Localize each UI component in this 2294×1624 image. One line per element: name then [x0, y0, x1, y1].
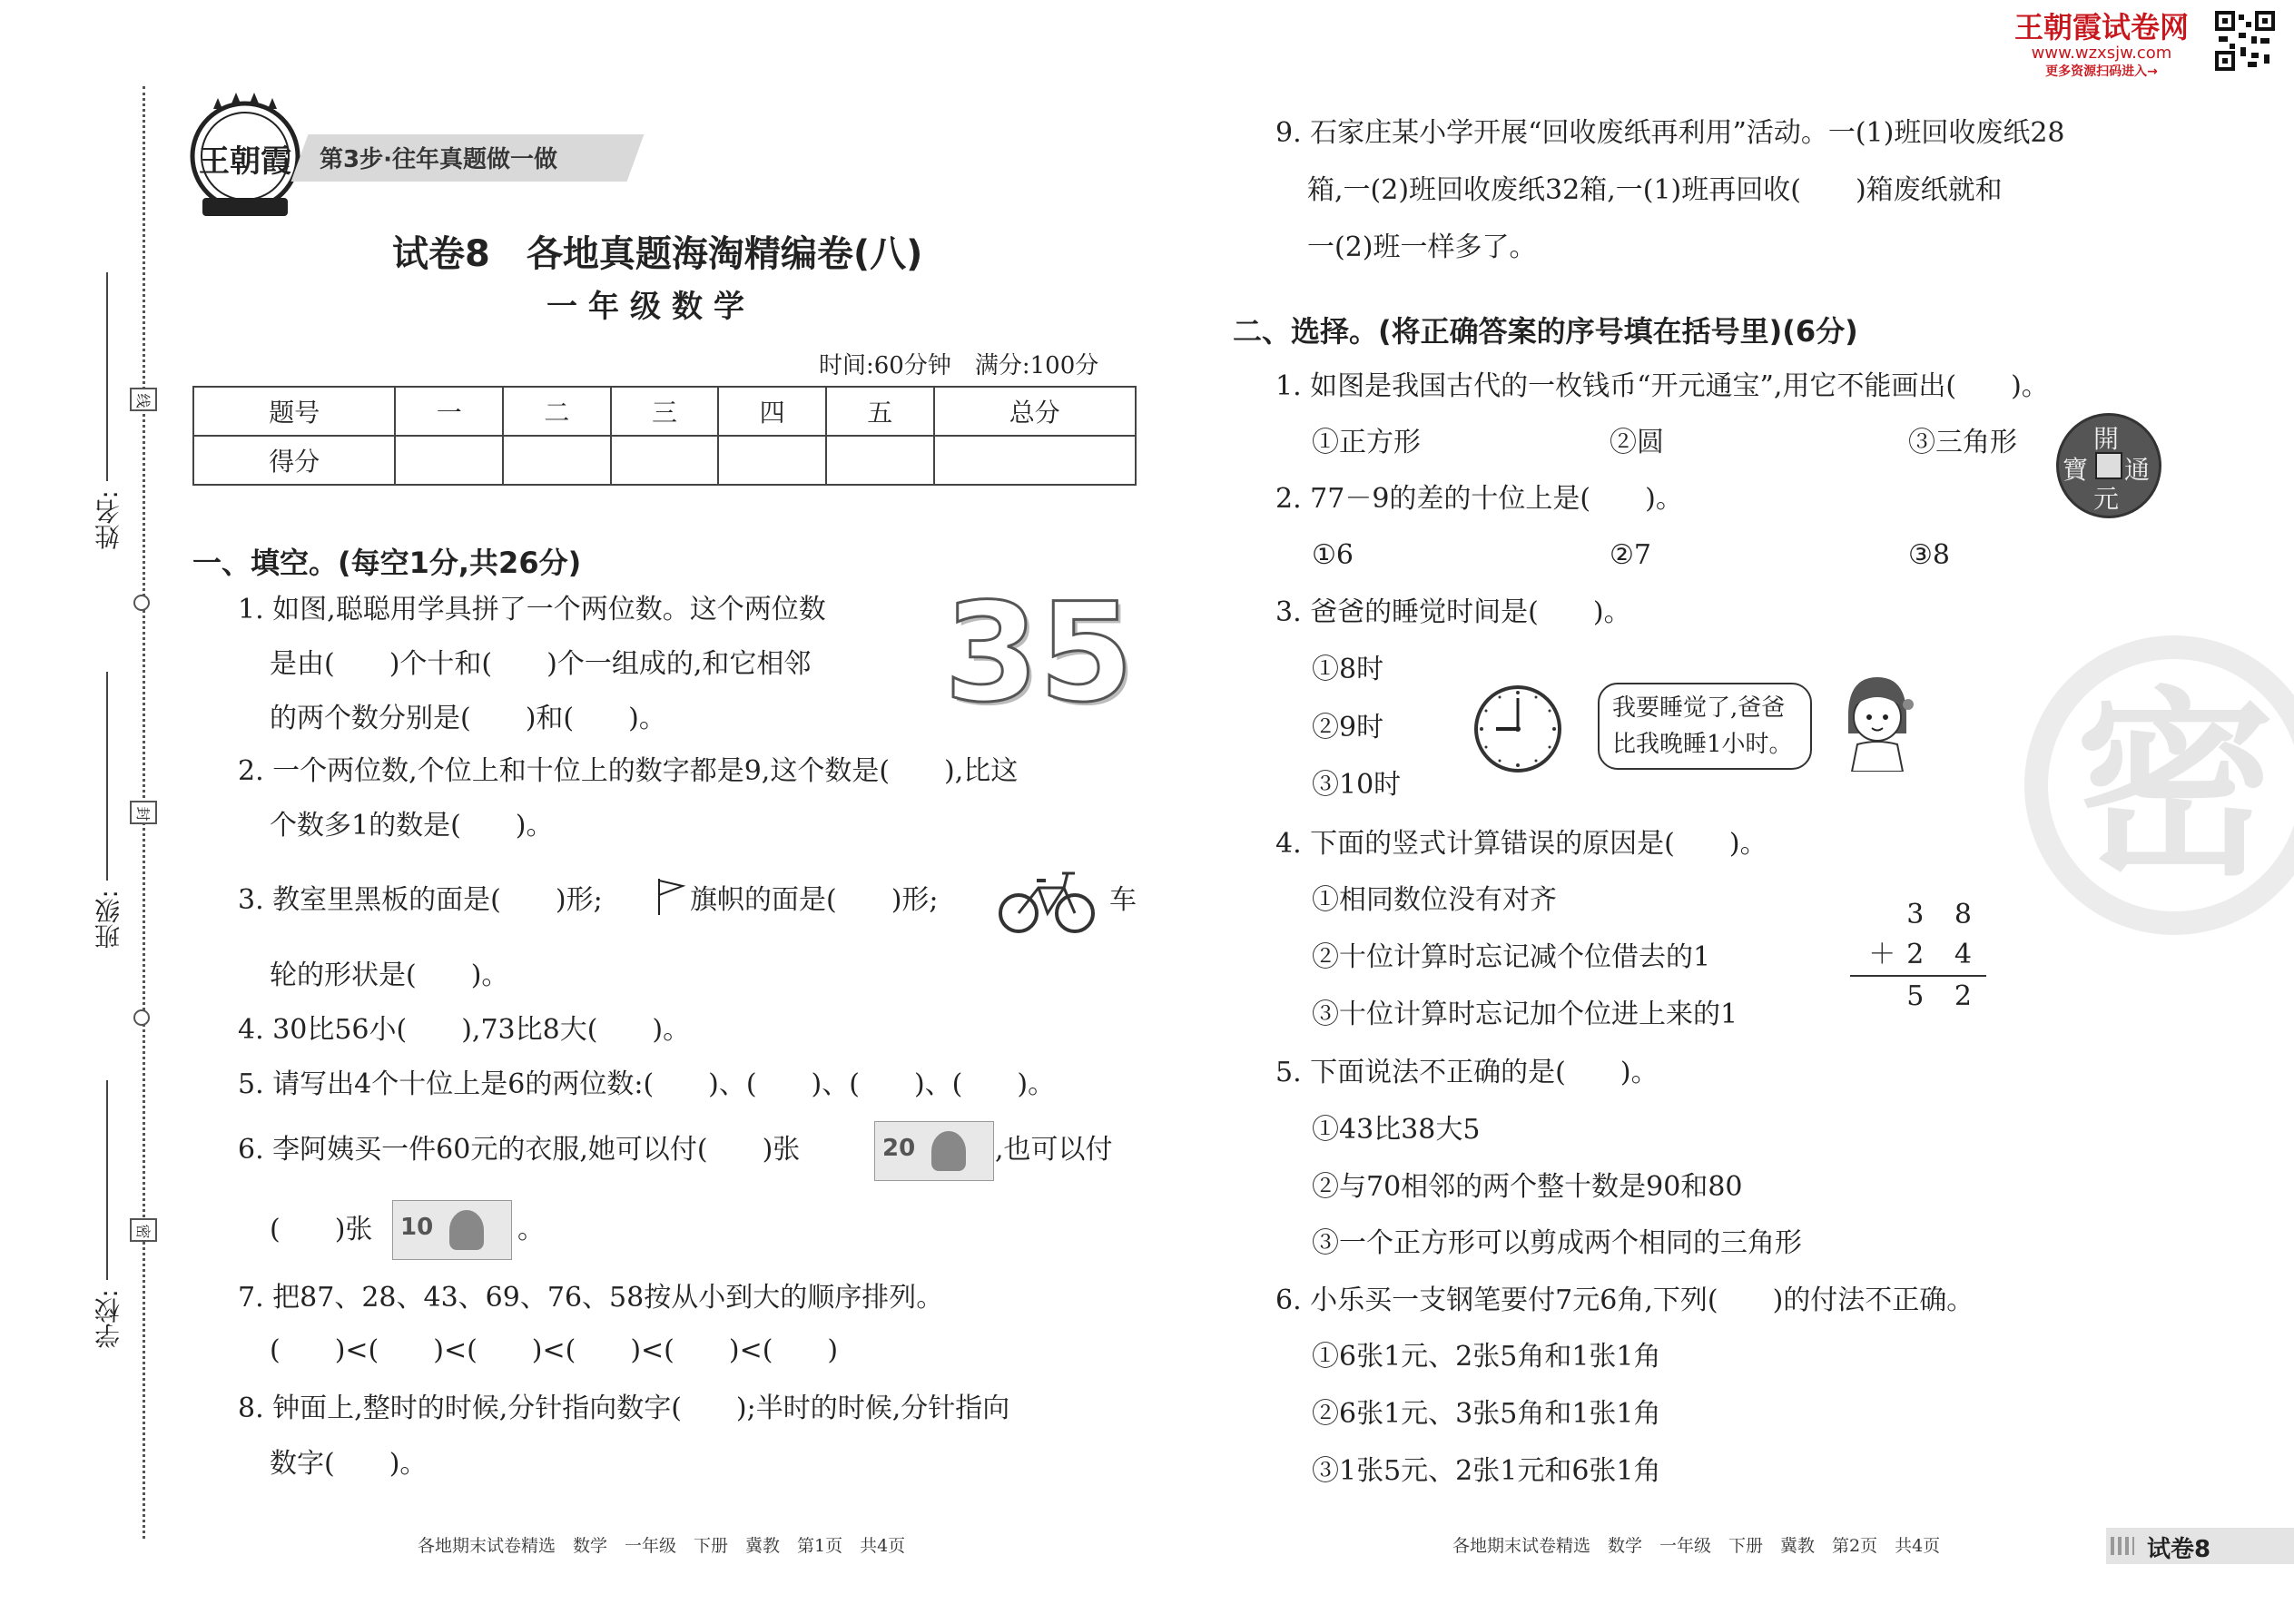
s2-q6-option-a[interactable]: ①6张1元、2张5角和1张1角	[1312, 1341, 1661, 1373]
table-header-cell: 一	[395, 387, 503, 436]
class-label: 班级:	[94, 890, 123, 950]
coin-square-hole	[2095, 452, 2122, 479]
score-cell[interactable]	[395, 436, 503, 485]
paper-title: 试卷8 各地真题海淘精编卷(八)	[392, 233, 923, 275]
q2-line1: 2. 一个两位数,个位上和十位上的数字都是9,这个数是( ),比这	[238, 755, 1019, 787]
flag-icon	[655, 877, 686, 917]
s2-q4-option-a[interactable]: ①相同数位没有对齐	[1312, 884, 1557, 916]
q6-part-c: ( )张	[270, 1214, 373, 1245]
q9-line3: 一(2)班一样多了。	[1307, 231, 1537, 263]
q9-line2: 箱,一(2)班回收废纸32箱,一(1)班再回收( )箱废纸就和	[1307, 174, 2003, 206]
s2-q3-option-a[interactable]: ①8时	[1312, 654, 1384, 685]
score-cell[interactable]	[718, 436, 826, 485]
s2-q3-option-c[interactable]: ③10时	[1312, 769, 1402, 801]
q7-blanks: ( )<( )<( )<( )<( )<( )	[270, 1334, 839, 1366]
q3-part-c: 车	[1109, 884, 1137, 916]
class-line	[106, 672, 108, 881]
q3-part-b: 旗帜的面是( )形;	[690, 884, 939, 916]
school-line	[106, 1080, 108, 1280]
s2-q1-option-a[interactable]: ①正方形	[1312, 427, 1421, 458]
calc-line2: ＋2 4	[1850, 935, 1986, 977]
q6-part-a: 6. 李阿姨买一件60元的衣服,她可以付( )张	[238, 1134, 801, 1166]
table-header-cell: 三	[611, 387, 719, 436]
step-label: 第3步·往年真题做一做	[320, 146, 557, 173]
site-watermark	[1993, 11, 2210, 80]
s2-q3-option-b[interactable]: ②9时	[1312, 712, 1384, 743]
table-header-cell: 二	[503, 387, 611, 436]
s2-q4-option-b[interactable]: ②十位计算时忘记减个位借去的1	[1312, 941, 1711, 973]
s2-q1-option-b[interactable]: ②圆	[1610, 427, 1664, 458]
section2-title: 二、选择。(将正确答案的序号填在括号里)(6分)	[1233, 314, 1858, 349]
s2-q1: 1. 如图是我国古代的一枚钱币“开元通宝”,用它不能画出( )。	[1275, 370, 2049, 402]
girl-icon	[1832, 670, 1923, 772]
s2-q4-option-c[interactable]: ③十位计算时忘记加个位进上来的1	[1312, 999, 1738, 1030]
q8-line1: 8. 钟面上,整时的时候,分针指向数字( );半时的时候,分针指向	[238, 1393, 1010, 1424]
portrait-icon	[449, 1210, 484, 1250]
s2-q6-option-c[interactable]: ③1张5元、2张1元和6张1角	[1312, 1455, 1661, 1487]
q2-line2: 个数多1的数是( )。	[270, 810, 554, 842]
table-row	[193, 436, 1136, 485]
paper-subtitle: 一年级数学	[546, 289, 755, 325]
q6-part-b: ,也可以付	[995, 1134, 1113, 1166]
clock-icon	[1472, 684, 1563, 774]
calc-line1: 3 8	[1906, 899, 1983, 930]
q1-line1: 1. 如图,聪聪用学具拼了一个两位数。这个两位数	[238, 594, 826, 625]
s2-q2-option-a[interactable]: ①6	[1312, 539, 1354, 571]
table-header-cell: 总分	[934, 387, 1136, 436]
seal-char-secret: 密	[130, 1218, 157, 1242]
bicycle-icon	[997, 861, 1097, 937]
bubble-line2: 比我晚睡1小时。	[1612, 731, 1793, 758]
s2-q5-option-b[interactable]: ②与70相邻的两个整十数是90和80	[1312, 1171, 1743, 1203]
watermark-tip: 更多资源扫码进入→	[2045, 64, 2158, 79]
footer-paper-tag: 试卷8	[2147, 1536, 2211, 1563]
footer-right: 各地期末试卷精选 数学 一年级 下册 冀教 第2页 共4页	[1452, 1536, 1941, 1556]
s2-q4: 4. 下面的竖式计算错误的原因是( )。	[1275, 828, 1767, 860]
binding-hole-marker	[133, 595, 150, 611]
score-cell[interactable]	[503, 436, 611, 485]
school-label: 学校:	[94, 1289, 123, 1349]
s2-q5-option-a[interactable]: ①43比38大5	[1312, 1114, 1481, 1146]
q5: 5. 请写出4个十位上是6的两位数:( )、( )、( )、( )。	[238, 1068, 1056, 1100]
table-header-cell: 题号	[193, 387, 395, 436]
q7: 7. 把87、28、43、69、76、58按从小到大的顺序排列。	[238, 1282, 944, 1314]
score-row-label: 得分	[193, 436, 395, 485]
footer-left: 各地期末试卷精选 数学 一年级 下册 冀教 第1页 共4页	[418, 1536, 906, 1556]
q3-part-a: 3. 教室里黑板的面是( )形;	[238, 884, 603, 916]
q1-line3: 的两个数分别是( )和( )。	[270, 703, 666, 734]
s2-q1-option-c[interactable]: ③三角形	[1908, 427, 2017, 458]
ancient-coin-icon	[2056, 413, 2161, 518]
coin-char-right: 通	[2124, 455, 2151, 485]
table-header-cell: 五	[826, 387, 934, 436]
tangram-35-figure: 35	[944, 575, 1134, 733]
s2-q6: 6. 小乐买一支钢笔要付7元6角,下列( )的付法不正确。	[1275, 1284, 1974, 1316]
score-cell[interactable]	[611, 436, 719, 485]
q6-part-d: 。	[517, 1214, 545, 1245]
q4: 4. 30比56小( ),73比8大( )。	[238, 1014, 691, 1046]
s2-q5-option-c[interactable]: ③一个正方形可以剪成两个相同的三角形	[1312, 1227, 1802, 1259]
vertical-calculation	[1850, 895, 1986, 1017]
table-header-cell: 四	[718, 387, 826, 436]
secret-stamp-watermark	[2024, 635, 2294, 935]
s2-q3: 3. 爸爸的睡觉时间是( )。	[1275, 596, 1631, 628]
seal-char-line: 线	[130, 388, 157, 411]
calc-line3: 5 2	[1906, 980, 1983, 1012]
q9-line1: 9. 石家庄某小学开展“回收废纸再利用”活动。一(1)班回收废纸28	[1275, 117, 2065, 149]
watermark-title: 王朝霞试卷网	[2013, 10, 2189, 44]
s2-q2-option-c[interactable]: ③8	[1908, 539, 1950, 571]
seal-char-seal: 封	[130, 801, 157, 824]
score-cell[interactable]	[934, 436, 1136, 485]
name-label: 姓名:	[94, 490, 123, 550]
qr-code-icon	[2215, 11, 2275, 71]
table-row	[193, 387, 1136, 436]
section1-title: 一、填空。(每空1分,共26分)	[192, 546, 582, 580]
name-line	[106, 272, 108, 481]
banknote-20-icon	[874, 1121, 994, 1181]
coin-char-top: 開	[2093, 424, 2120, 454]
s2-q2-option-b[interactable]: ②7	[1610, 539, 1651, 571]
binding-hole-marker	[133, 1009, 150, 1026]
portrait-icon	[931, 1131, 966, 1171]
speech-bubble	[1598, 683, 1812, 770]
banknote-20-value: 20	[882, 1135, 916, 1162]
stamp-char: 密	[2075, 670, 2276, 902]
q8-line2: 数字( )。	[270, 1448, 428, 1480]
banknote-10-value: 10	[400, 1214, 434, 1241]
bubble-line1: 我要睡觉了,爸爸	[1612, 694, 1786, 722]
score-cell[interactable]	[826, 436, 934, 485]
logo-name: 王朝霞	[199, 143, 291, 180]
watermark-url: www.wzxsjw.com	[2031, 44, 2172, 63]
coin-char-left: 寶	[2063, 455, 2089, 485]
s2-q5: 5. 下面说法不正确的是( )。	[1275, 1057, 1659, 1088]
s2-q2: 2. 77－9的差的十位上是( )。	[1275, 483, 1683, 515]
time-info: 时间:60分钟 满分:100分	[819, 352, 1099, 379]
coin-char-bottom: 元	[2093, 484, 2120, 514]
banknote-10-icon	[392, 1200, 512, 1260]
q3-part-d: 轮的形状是( )。	[270, 960, 509, 991]
q1-line2: 是由( )个十和( )个一组成的,和它相邻	[270, 648, 812, 680]
s2-q6-option-b[interactable]: ②6张1元、3张5角和1张1角	[1312, 1398, 1661, 1430]
footer-dots-decor	[2111, 1537, 2134, 1555]
score-table	[192, 386, 1137, 486]
